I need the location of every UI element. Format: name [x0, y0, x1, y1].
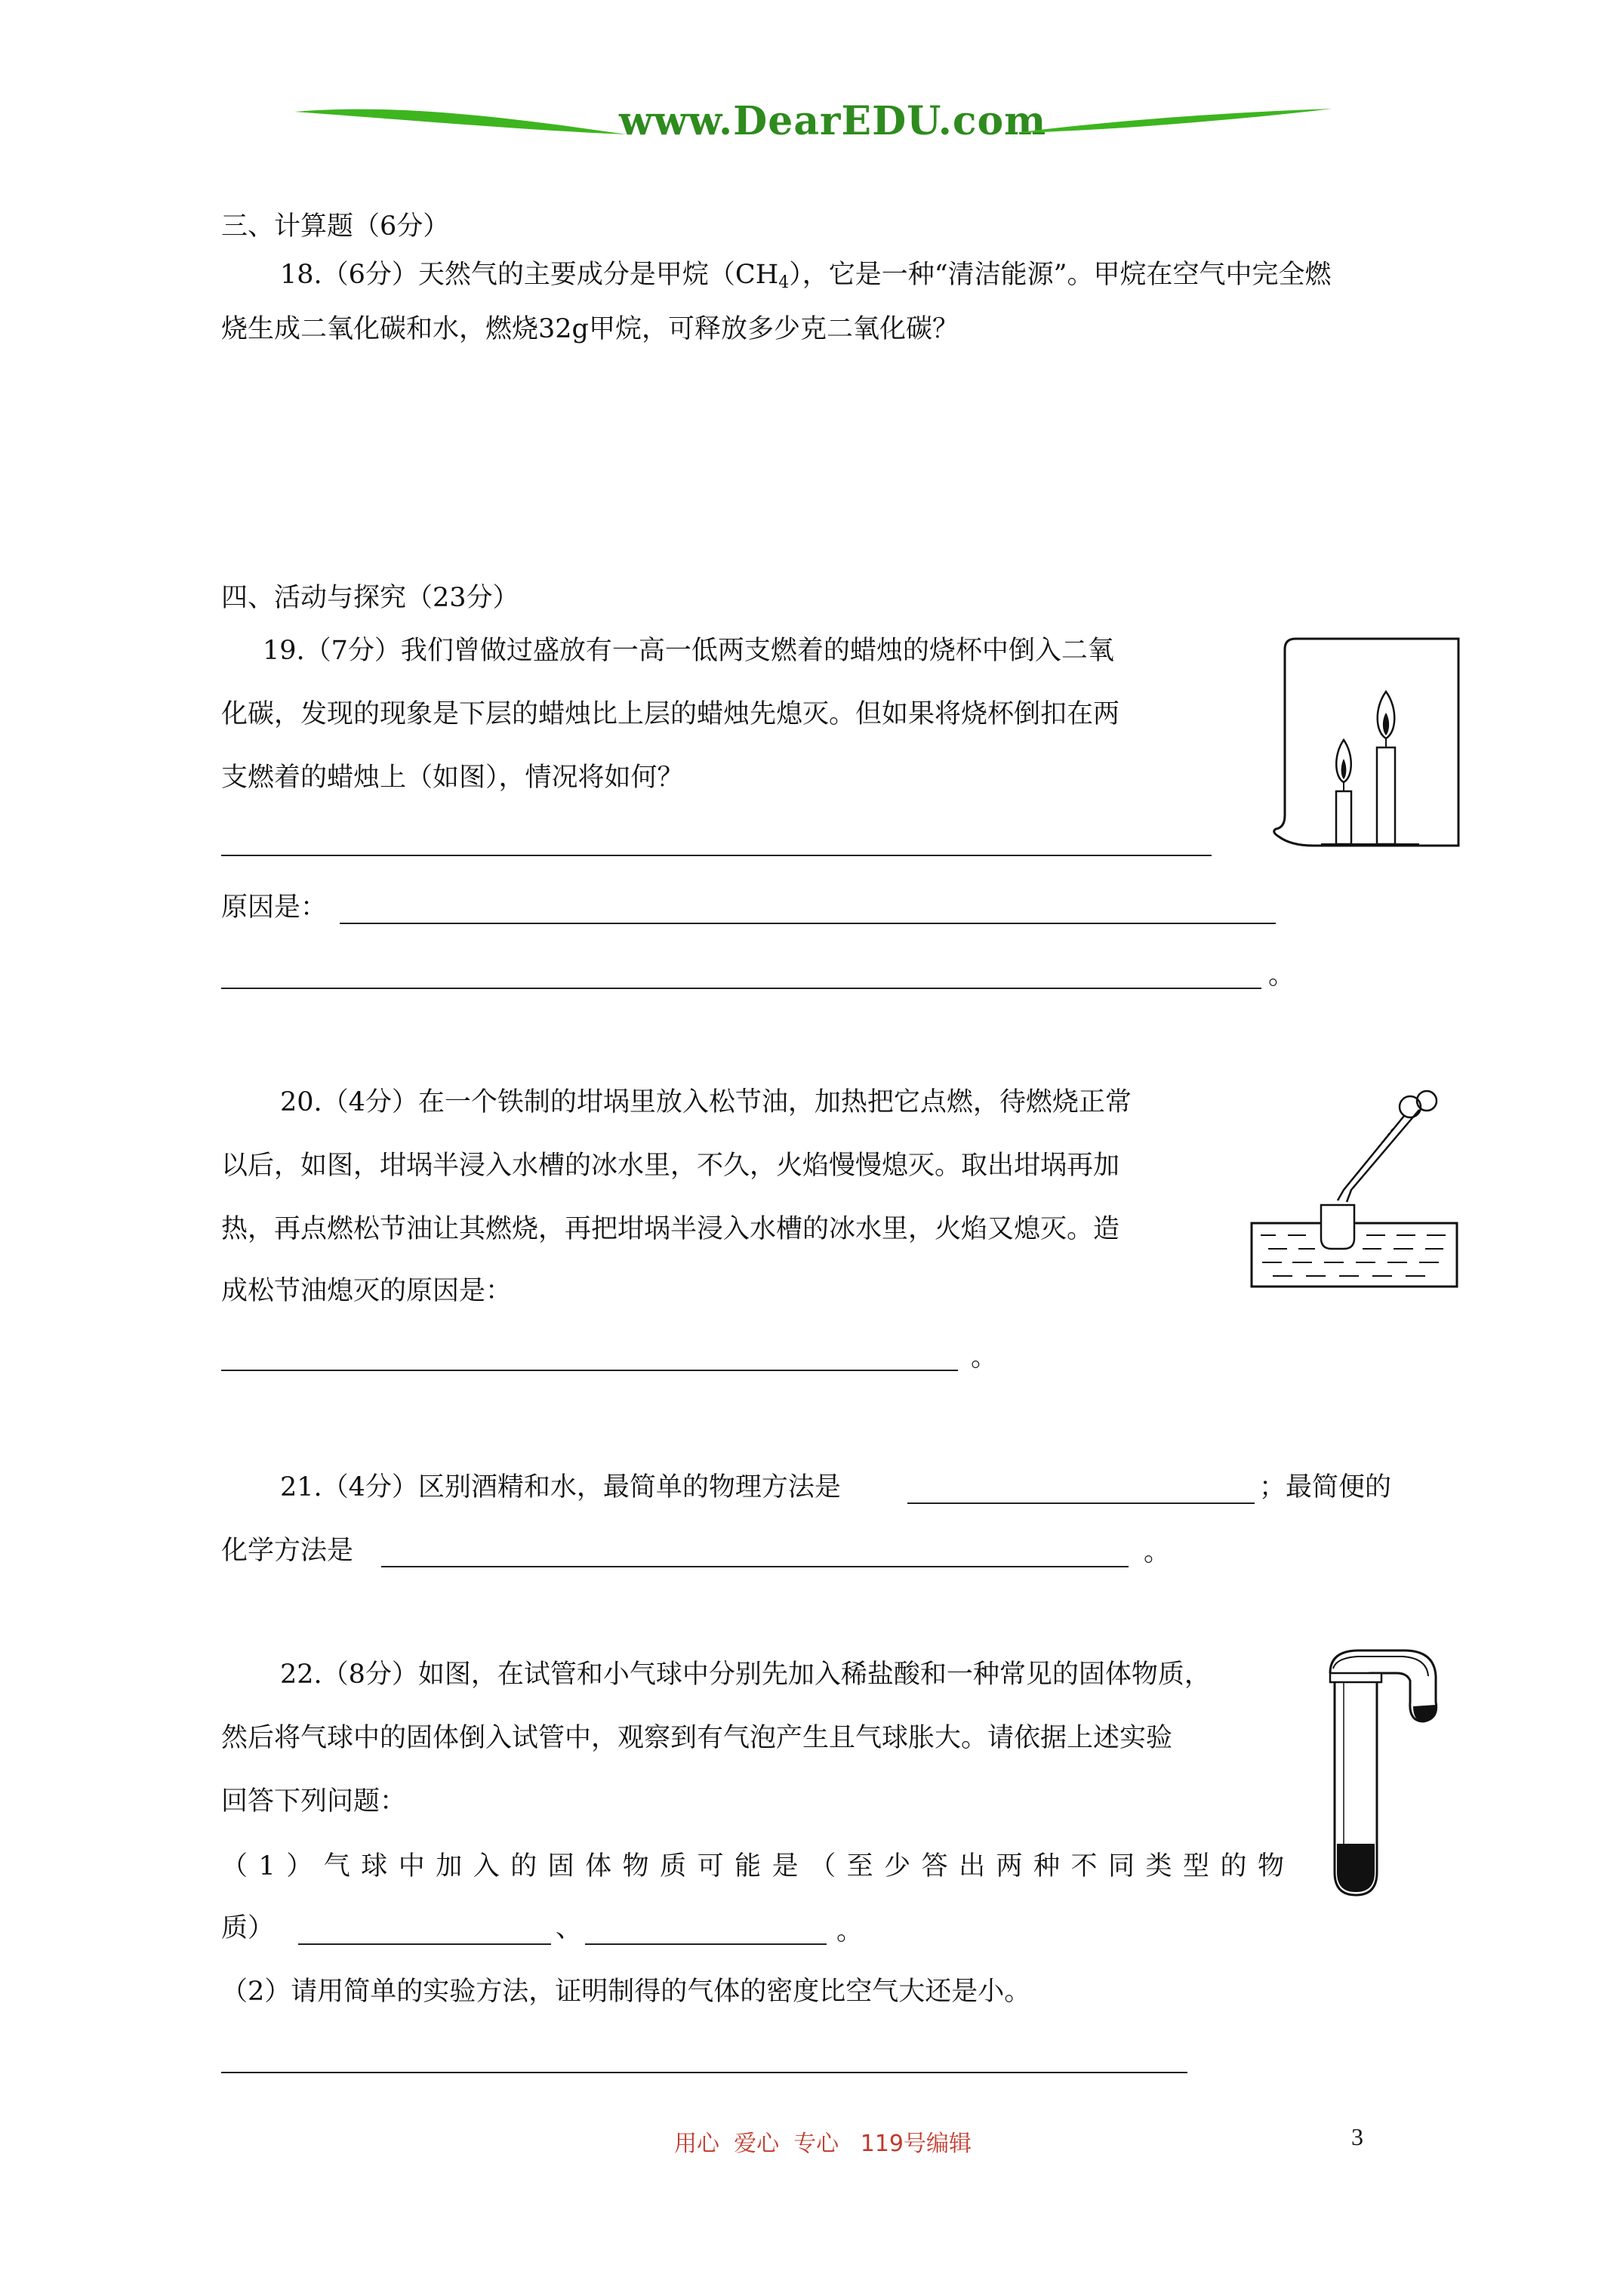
q21-line2-pre: 化学方法是 — [221, 1536, 354, 1566]
q22-line2: 然后将气球中的固体倒入试管中，观察到有气泡产生且气球胀大。请依据上述实验 — [221, 1723, 1173, 1753]
site-logo-text: www.DearEDU.com — [619, 98, 1047, 144]
q22-line6: （2）请用简单的实验方法，证明制得的气体的密度比空气大还是小。 — [221, 1977, 1031, 2007]
q22-line3: 回答下列问题： — [221, 1786, 407, 1817]
q20-line3: 热，再点燃松节油让其燃烧，再把坩埚半浸入水槽的冰水里，火焰又熄灭。造 — [221, 1214, 1120, 1244]
q19-answer-blank[interactable] — [221, 855, 1212, 856]
banner-swoosh-right — [1015, 104, 1332, 142]
q19-line3: 支燃着的蜡烛上（如图），情况将如何？ — [221, 763, 684, 793]
q21-line1-pre: 21.（4分）区别酒精和水，最简单的物理方法是 — [280, 1472, 841, 1502]
q20-answer-blank[interactable] — [221, 1370, 958, 1371]
test-tube-balloon-figure — [1313, 1646, 1446, 1903]
q20-end-mark: 。 — [971, 1342, 998, 1373]
q20-line1: 20.（4分）在一个铁制的坩埚里放入松节油，加热把它点燃，待燃烧正常 — [280, 1087, 1132, 1117]
q18-line2: 烧生成二氧化碳和水，燃烧32g甲烷，可释放多少克二氧化碳？ — [221, 314, 959, 344]
beaker-candles-figure — [1268, 634, 1468, 853]
q22-solid-blank-2[interactable] — [585, 1943, 827, 1945]
q20-line4: 成松节油熄灭的原因是： — [221, 1276, 513, 1306]
q21-line1-post: ；最简便的 — [1259, 1472, 1392, 1502]
q22-line5-sep: 、 — [556, 1913, 583, 1943]
q22-solid-blank-1[interactable] — [298, 1943, 551, 1945]
q21-physical-method-blank[interactable] — [907, 1502, 1255, 1504]
q22-answer-blank[interactable] — [221, 2072, 1187, 2073]
q18-line1-pre: 18.（6分）天然气的主要成分是甲烷（CH — [280, 260, 779, 290]
q22-line5-pre: 质） — [221, 1913, 275, 1943]
q19-reason-blank-1[interactable] — [340, 923, 1276, 924]
q18-line1-post: ），它是一种“清洁能源”。甲烷在空气中完全燃 — [789, 260, 1332, 290]
crucible-water-trough-figure — [1246, 1087, 1461, 1291]
q18-line1 — [280, 258, 1332, 300]
q22-line4: （1）气球中加入的固体物质可能是（至少答出两种不同类型的物 — [221, 1851, 1284, 1881]
q19-end-mark: 。 — [1268, 960, 1295, 991]
q19-line2: 化碳，发现的现象是下层的蜡烛比上层的蜡烛先熄灭。但如果将烧杯倒扣在两 — [221, 699, 1120, 729]
q18-subscript: 4 — [778, 273, 790, 292]
banner-swoosh-left — [294, 97, 627, 142]
q19-reason-label: 原因是： — [221, 892, 328, 923]
footer-motto: 用心 爱心 专心 119号编辑 — [674, 2131, 972, 2157]
page-number: 3 — [1351, 2123, 1363, 2150]
q19-reason-blank-2[interactable] — [221, 988, 1261, 989]
q22-line1: 22.（8分）如图，在试管和小气球中分别先加入稀盐酸和一种常见的固体物质， — [280, 1660, 1211, 1690]
q21-end-mark: 。 — [1144, 1537, 1171, 1567]
q20-line2: 以后，如图，坩埚半浸入水槽的冰水里，不久，火焰慢慢熄灭。取出坩埚再加 — [221, 1151, 1120, 1181]
q22-end-mark: 。 — [836, 1916, 864, 1946]
q19-line1: 19.（7分）我们曾做过盛放有一高一低两支燃着的蜡烛的烧杯中倒入二氧 — [263, 636, 1114, 666]
section4-heading: 四、活动与探究（23分） — [221, 583, 519, 613]
q21-chemical-method-blank[interactable] — [381, 1566, 1129, 1567]
section3-heading: 三、计算题（6分） — [221, 211, 450, 242]
